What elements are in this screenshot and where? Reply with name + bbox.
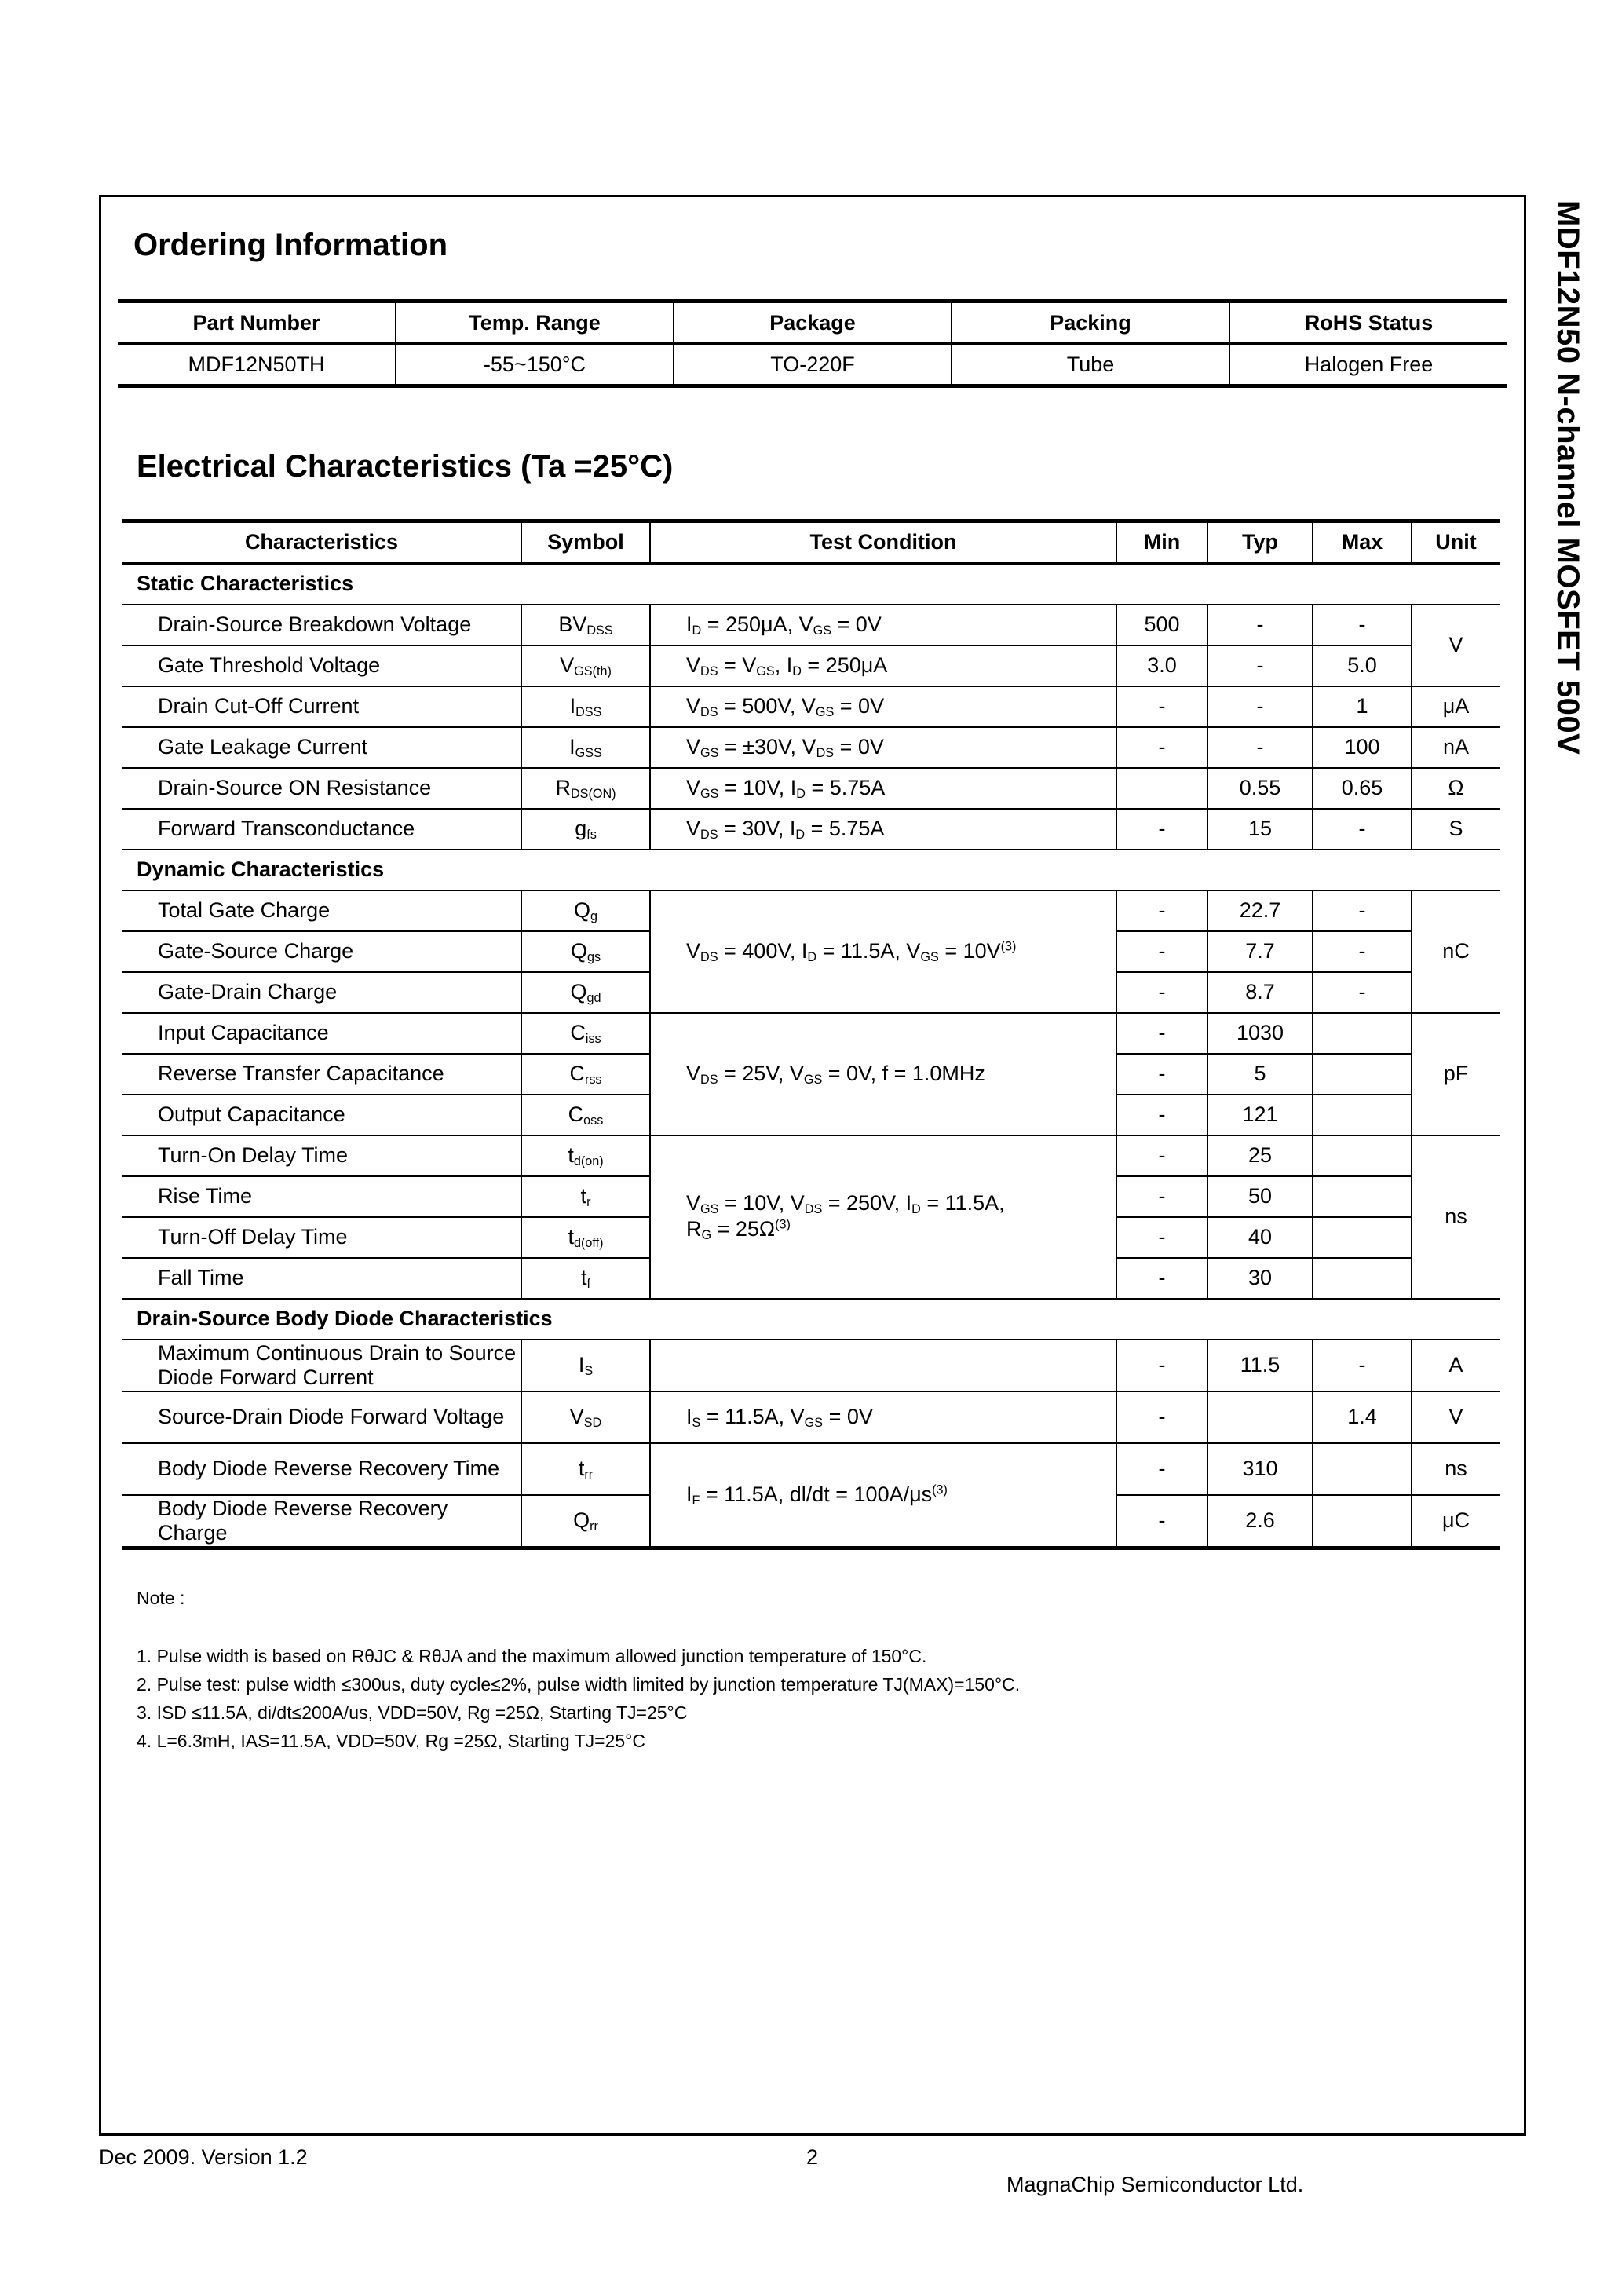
symbol: $t_r$ [521, 1176, 650, 1217]
ordering-title: Ordering Information [133, 228, 448, 262]
header-part-number: Part Number [118, 302, 396, 344]
table-row [122, 1013, 1500, 1054]
table-row [122, 890, 1500, 931]
max-value: 1 [1313, 686, 1412, 727]
char-name: Gate-Drain Charge [122, 972, 521, 1013]
header-rohs-status: RoHS Status [1229, 302, 1507, 344]
char-name: Fall Time [122, 1258, 521, 1299]
typ-value: - [1207, 645, 1313, 686]
min-value: 3.0 [1116, 645, 1207, 686]
max-value [1313, 1443, 1412, 1495]
char-name: Rise Time [122, 1176, 521, 1217]
test-condition: $V_{DS} = 500V$, $V_{GS} = 0V$ [650, 686, 1116, 727]
max-value: - [1313, 809, 1412, 850]
electrical-title: Electrical Characteristics (Ta =25°C) [137, 449, 674, 484]
test-condition: $I_F = 11.5A$, $dl/dt = 100A/\mu s^{(3)}$ [650, 1443, 1116, 1548]
footer-date: Dec 2009. Version 1.2 [99, 2145, 308, 2169]
max-value: 1.4 [1313, 1391, 1412, 1443]
group-dynamic: Dynamic Characteristics [122, 850, 1500, 890]
max-value: - [1313, 1340, 1412, 1391]
typ-value: 30 [1207, 1258, 1313, 1299]
typ-value: 11.5 [1207, 1340, 1313, 1391]
typ-value: 22.7 [1207, 890, 1313, 931]
test-condition: $V_{GS} = 10V$, $I_D = 5.75A$ [650, 768, 1116, 809]
table-row [122, 1135, 1500, 1176]
test-condition: $V_{DS} = V_{GS}$, $I_D = 250\mu A$ [650, 645, 1116, 686]
max-value [1313, 1054, 1412, 1095]
char-name: Gate-Source Charge [122, 931, 521, 972]
unit: μA [1412, 686, 1500, 727]
typ-value: 5 [1207, 1054, 1313, 1095]
packing: Tube [952, 344, 1229, 386]
unit: ns [1412, 1135, 1500, 1299]
char-name: Maximum Continuous Drain to Source Diode Forward Current [122, 1340, 521, 1391]
symbol: $C_{oss}$ [521, 1095, 650, 1135]
symbol: $t_{d(on)}$ [521, 1135, 650, 1176]
char-name: Turn-Off Delay Time [122, 1217, 521, 1258]
max-value [1313, 1176, 1412, 1217]
min-value: - [1116, 1135, 1207, 1176]
symbol: $R_{DS(ON)}$ [521, 768, 650, 809]
note-item: 3. ISD ≤11.5A, di/dt≤200A/us, VDD=50V, Rg =25Ω, Starting TJ=25°C [137, 1702, 688, 1723]
unit: pF [1412, 1013, 1500, 1135]
header-unit: Unit [1412, 521, 1500, 564]
test-condition: $I_D = 250\mu A$, $V_{GS} = 0V$ [650, 605, 1116, 645]
table-row [122, 645, 1500, 686]
typ-value: 310 [1207, 1443, 1313, 1495]
symbol: $t_f$ [521, 1258, 650, 1299]
group-row [122, 850, 1500, 890]
header-packing: Packing [952, 302, 1229, 344]
ordering-row [118, 344, 1507, 386]
char-name: Output Capacitance [122, 1095, 521, 1135]
test-condition: $V_{GS} = \pm 30V$, $V_{DS} = 0V$ [650, 727, 1116, 768]
unit: V [1412, 1391, 1500, 1443]
symbol: $Q_{gd}$ [521, 972, 650, 1013]
char-name: Gate Leakage Current [122, 727, 521, 768]
min-value: - [1116, 1443, 1207, 1495]
min-value: - [1116, 727, 1207, 768]
test-condition: $V_{GS} = 10V$, $V_{DS} = 250V$, $I_D = 11.5A$, $R_G = 25\Omega^{(3)}$ [650, 1135, 1116, 1299]
electrical-table [122, 519, 1500, 1550]
typ-value: 121 [1207, 1095, 1313, 1135]
char-name: Drain Cut-Off Current [122, 686, 521, 727]
typ-value: 40 [1207, 1217, 1313, 1258]
char-name: Body Diode Reverse Recovery Time [122, 1443, 521, 1495]
max-value [1313, 1095, 1412, 1135]
table-row [122, 1443, 1500, 1495]
typ-value: - [1207, 686, 1313, 727]
max-value [1313, 1013, 1412, 1054]
min-value: - [1116, 972, 1207, 1013]
min-value: - [1116, 1013, 1207, 1054]
max-value: - [1313, 890, 1412, 931]
unit: ns [1412, 1443, 1500, 1495]
min-value: - [1116, 809, 1207, 850]
char-name: Gate Threshold Voltage [122, 645, 521, 686]
unit: μC [1412, 1495, 1500, 1548]
table-row [122, 1340, 1500, 1391]
typ-value [1207, 1391, 1313, 1443]
typ-value: 8.7 [1207, 972, 1313, 1013]
min-value: - [1116, 1258, 1207, 1299]
page-number: 2 [806, 2145, 819, 2169]
table-row [122, 605, 1500, 645]
char-name: Drain-Source Breakdown Voltage [122, 605, 521, 645]
symbol: $I_{DSS}$ [521, 686, 650, 727]
min-value: - [1116, 1495, 1207, 1548]
part-number: MDF12N50TH [188, 352, 325, 376]
test-condition: $V_{DS} = 400V$, $I_D = 11.5A$, $V_{GS} = 10V^{(3)}$ [650, 890, 1116, 1013]
table-row [122, 727, 1500, 768]
min-value: - [1116, 931, 1207, 972]
table-row [122, 1391, 1500, 1443]
unit: nC [1412, 890, 1500, 1013]
char-name: Reverse Transfer Capacitance [122, 1054, 521, 1095]
min-value: - [1116, 1054, 1207, 1095]
max-value [1313, 1135, 1412, 1176]
typ-value: 25 [1207, 1135, 1313, 1176]
ordering-header-row [118, 302, 1507, 344]
min-value: - [1116, 1217, 1207, 1258]
header-temp-range: Temp. Range [396, 302, 674, 344]
test-condition: $I_S = 11.5A$, $V_{GS} = 0V$ [650, 1391, 1116, 1443]
symbol: $t_{d(off)}$ [521, 1217, 650, 1258]
char-name: Input Capacitance [122, 1013, 521, 1054]
min-value [1116, 768, 1207, 809]
char-name: Forward Transconductance [122, 809, 521, 850]
test-condition: $V_{DS} = 25V$, $V_{GS} = 0V$, f = 1.0MHz [650, 1013, 1116, 1135]
test-condition [650, 1340, 1116, 1391]
note-label: Note : [137, 1588, 185, 1608]
table-row [122, 809, 1500, 850]
group-diode: Drain-Source Body Diode Characteristics [122, 1299, 1500, 1340]
group-static: Static Characteristics [122, 564, 1500, 605]
max-value [1313, 1217, 1412, 1258]
typ-value: 7.7 [1207, 931, 1313, 972]
symbol: $t_{rr}$ [521, 1443, 650, 1495]
char-name: Body Diode Reverse Recovery Charge [122, 1495, 521, 1548]
max-value [1313, 1258, 1412, 1299]
char-name: Total Gate Charge [122, 890, 521, 931]
typ-value: - [1207, 727, 1313, 768]
note-item: 4. L=6.3mH, IAS=11.5A, VDD=50V, Rg =25Ω, Starting TJ=25°C [137, 1731, 645, 1751]
header-test-condition: Test Condition [650, 521, 1116, 564]
package: TO-220F [674, 344, 952, 386]
rohs-status: Halogen Free [1229, 344, 1507, 386]
min-value: - [1116, 890, 1207, 931]
max-value: 100 [1313, 727, 1412, 768]
max-value: 5.0 [1313, 645, 1412, 686]
side-title: MDF12N50 N-channel MOSFET 500V [1551, 200, 1585, 755]
temp-range: -55~150°C [396, 344, 674, 386]
max-value: - [1313, 605, 1412, 645]
max-value: - [1313, 972, 1412, 1013]
typ-value: 1030 [1207, 1013, 1313, 1054]
unit: Ω [1412, 768, 1500, 809]
symbol: $BV_{DSS}$ [521, 605, 650, 645]
typ-value: 2.6 [1207, 1495, 1313, 1548]
company-name: MagnaChip Semiconductor Ltd. [1006, 2173, 1304, 2196]
header-typ: Typ [1207, 521, 1313, 564]
char-name: Drain-Source ON Resistance [122, 768, 521, 809]
symbol: $Q_g$ [521, 890, 650, 931]
min-value: - [1116, 1340, 1207, 1391]
symbol: $C_{iss}$ [521, 1013, 650, 1054]
min-value: - [1116, 1176, 1207, 1217]
min-value: - [1116, 686, 1207, 727]
notes [137, 1584, 1471, 1755]
unit: S [1412, 809, 1500, 850]
min-value: - [1116, 1391, 1207, 1443]
typ-value: 50 [1207, 1176, 1313, 1217]
test-condition: $V_{DS} = 30V$, $I_D = 5.75A$ [650, 809, 1116, 850]
header-characteristics: Characteristics [122, 521, 521, 564]
unit: nA [1412, 727, 1500, 768]
header-min: Min [1116, 521, 1207, 564]
symbol: $g_{fs}$ [521, 809, 650, 850]
symbol: $I_S$ [521, 1340, 650, 1391]
char-name: Source-Drain Diode Forward Voltage [122, 1391, 521, 1443]
typ-value: 15 [1207, 809, 1313, 850]
unit: A [1412, 1340, 1500, 1391]
group-row [122, 1299, 1500, 1340]
symbol: $Q_{gs}$ [521, 931, 650, 972]
unit: V [1412, 605, 1500, 686]
ordering-table [118, 299, 1507, 388]
char-name: Turn-On Delay Time [122, 1135, 521, 1176]
symbol: $C_{rss}$ [521, 1054, 650, 1095]
table-row [122, 686, 1500, 727]
max-value [1313, 1495, 1412, 1548]
header-symbol: Symbol [521, 521, 650, 564]
header-max: Max [1313, 521, 1412, 564]
symbol: $Q_{rr}$ [521, 1495, 650, 1548]
typ-value: - [1207, 605, 1313, 645]
symbol: $I_{GSS}$ [521, 727, 650, 768]
symbol: $V_{GS(th)}$ [521, 645, 650, 686]
note-item: 2. Pulse test: pulse width ≤300us, duty cycle≤2%, pulse width limited by junction temperature TJ(MAX)=150°C. [137, 1674, 1021, 1695]
note-item: 1. Pulse width is based on RθJC & RθJA and the maximum allowed junction temperature of 150°C. [137, 1646, 927, 1666]
min-value: 500 [1116, 605, 1207, 645]
header-package: Package [674, 302, 952, 344]
typ-value: 0.55 [1207, 768, 1313, 809]
group-row [122, 564, 1500, 605]
max-value: - [1313, 931, 1412, 972]
electrical-header-row [122, 521, 1500, 564]
table-row [122, 768, 1500, 809]
max-value: 0.65 [1313, 768, 1412, 809]
min-value: - [1116, 1095, 1207, 1135]
symbol: $V_{SD}$ [521, 1391, 650, 1443]
